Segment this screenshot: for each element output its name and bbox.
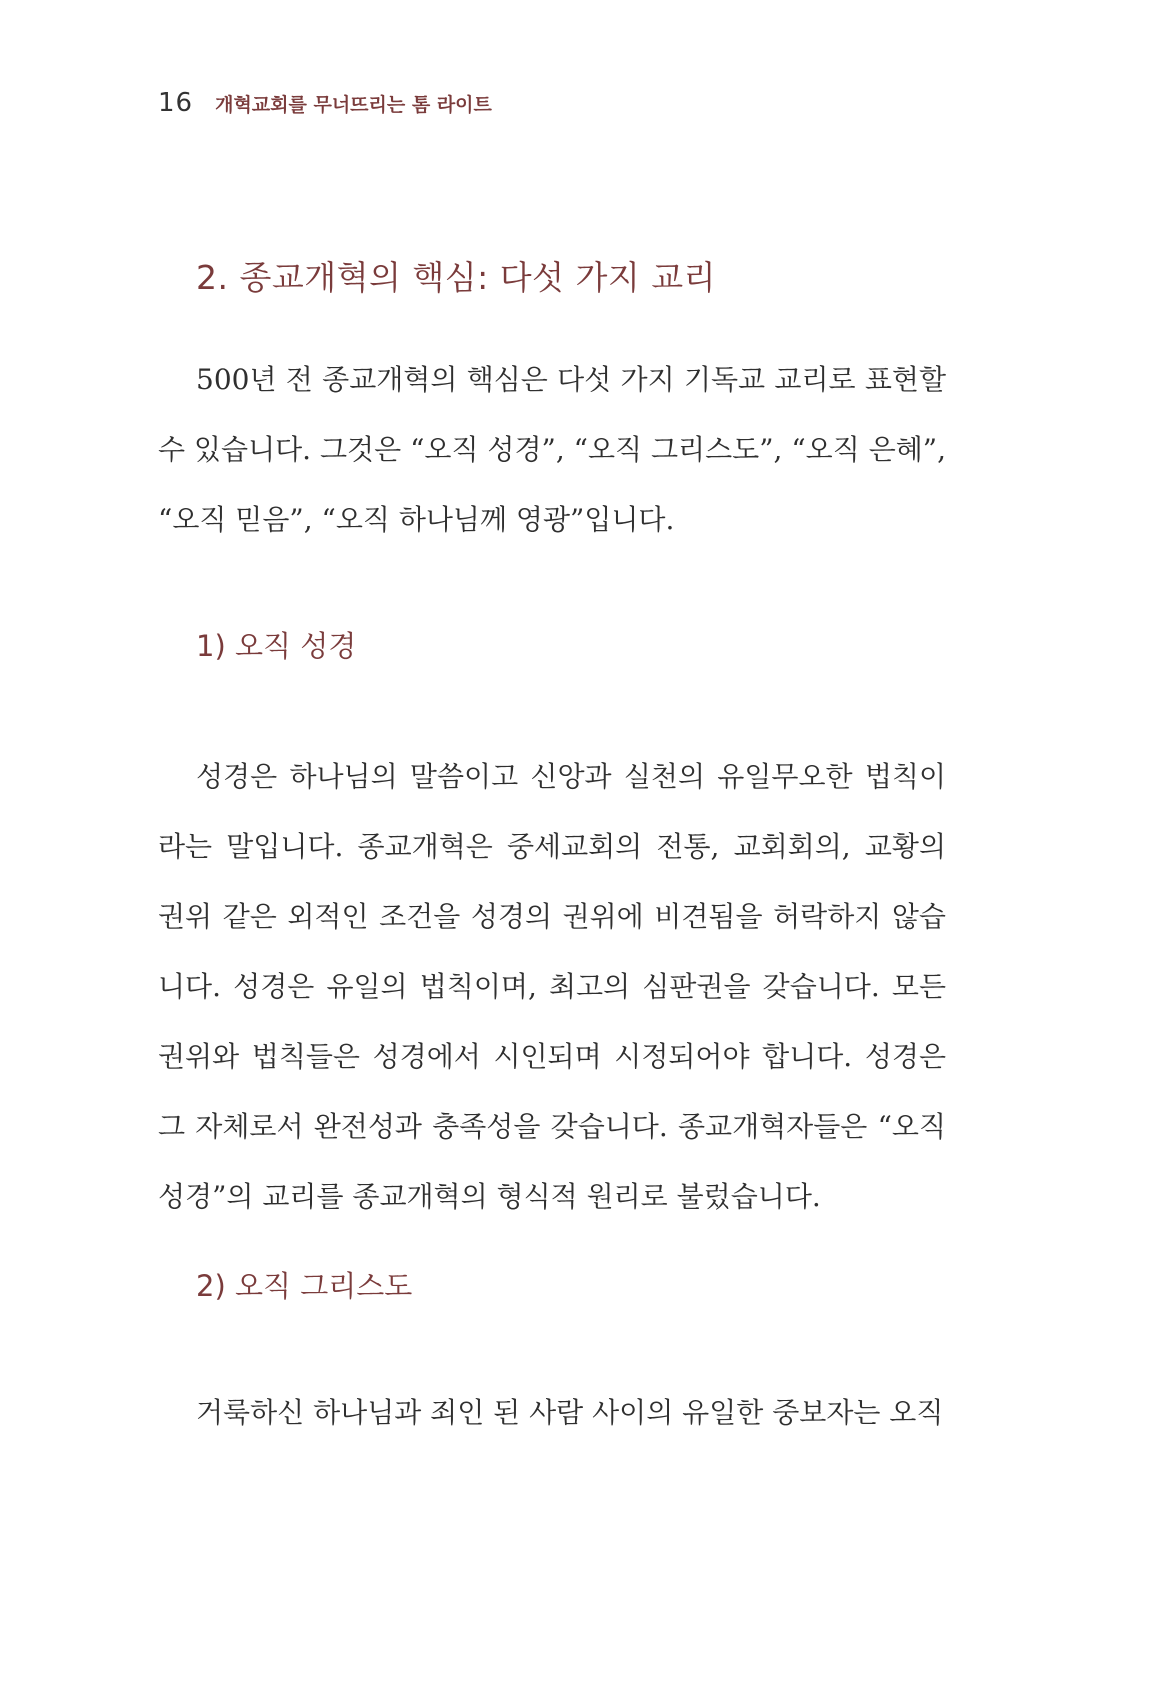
paragraph-solus-christus: 거룩하신 하나님과 죄인 된 사람 사이의 유일한 중보자는 오직 — [196, 1396, 944, 1429]
intro-paragraph: 500년 전 종교개혁의 핵심은 다섯 가지 기독교 교리로 표현할 수 있습니다. 그것은 “오직 성경”, “오직 그리스도”, “오직 은혜”, “오직 믿음”, “오직 하나님께 영광”입니다. — [158, 363, 946, 536]
paragraph-sola-scriptura: 성경은 하나님의 말씀이고 신앙과 실천의 유일무오한 법칙이라는 말입니다. 종교개혁은 중세교회의 전통, 교회회의, 교황의 권위 같은 외적인 조건을 성경의 권위에 비견됨을 허락하지 않습니다. 성경은 유일의 법칙이며, 최고의 심판권을 갖습니다. 모든 권위와 법칙들은 성경에서 시인되며 시정되어야 합니다. 성경은 그 자체로서 완전성과 충족성을 갖습니다. 종교개혁자들은 “오직 성경”의 교리를 종교개혁의 형식적 원리로 불렀습니다. — [158, 760, 946, 1213]
running-title: 개혁교회를 무너뜨리는 톰 라이트 — [215, 94, 492, 116]
section-title: 2. 종교개혁의 핵심: 다섯 가지 교리 — [196, 258, 716, 297]
page-number: 16 — [158, 88, 194, 118]
subsection-title-solus-christus: 2) 오직 그리스도 — [196, 1269, 413, 1303]
running-header — [158, 88, 492, 118]
subsection-title-sola-scriptura: 1) 오직 성경 — [196, 629, 357, 663]
